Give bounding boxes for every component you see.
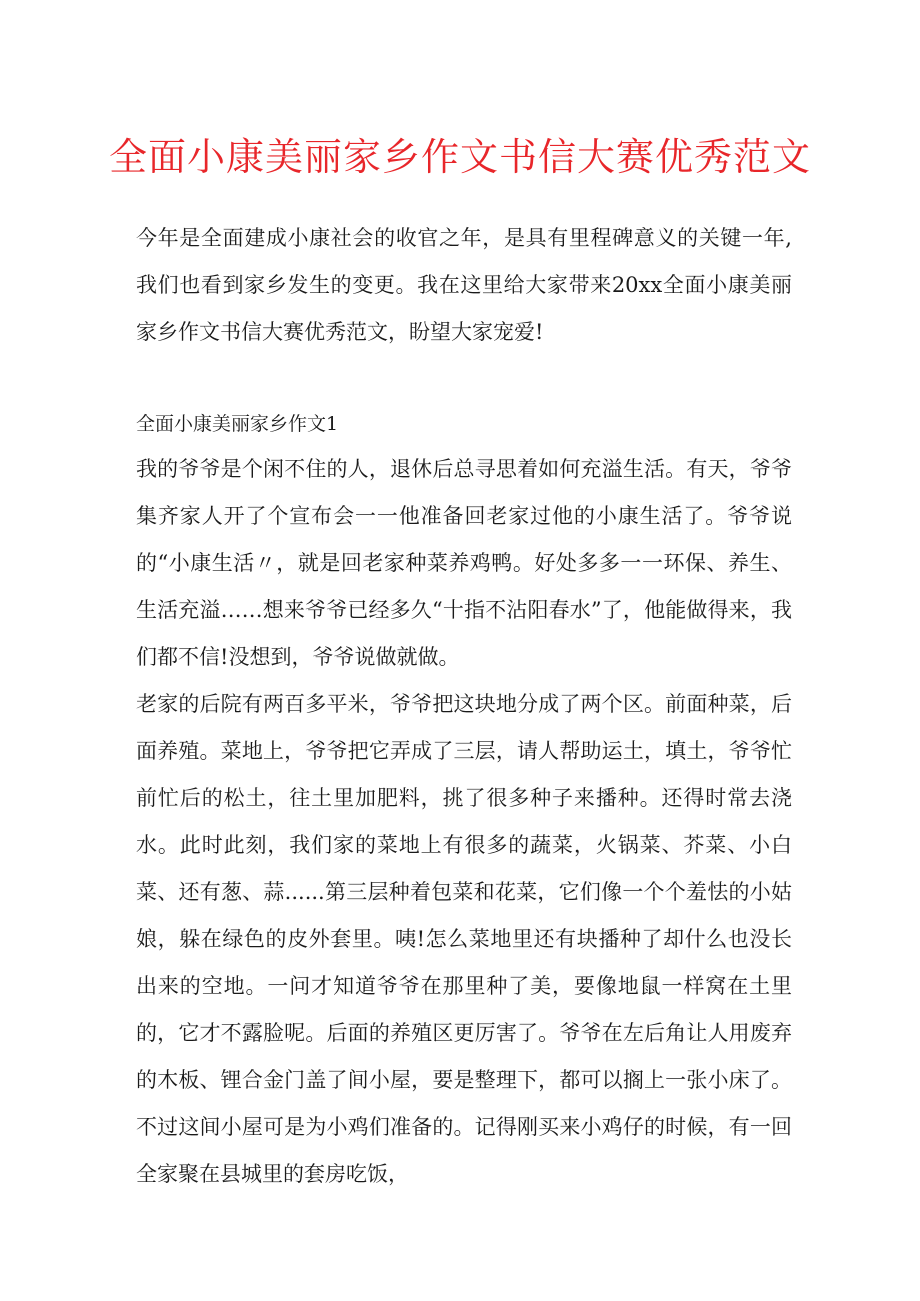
body-paragraph-1: 我的爷爷是个闲不住的人，退休后总寻思着如何充溢生活。有天，爷爷集齐家人开了个宣布会一一他准备回老家过他的小康生活了。爷爷说的“小康生活〃，就是回老家种菜养鸡鸭。好处多多一一环保、养生、生活充溢……想来爷爷已经多久“十指不沾阳春水”了，他能做得来，我们都不信!没想到，爷爷说做就做。: [136, 457, 792, 669]
body-paragraph-2: 老家的后院有两百多平米，爷爷把这块地分成了两个区。前面种菜，后面养殖。菜地上，爷爷把它弄成了三层，请人帮助运土，填土，爷爷忙前忙后的松土，往土里加肥料，挑了很多种子来播种。还得时常去浇水。此时此刻，我们家的菜地上有很多的蔬菜，火锅菜、芥菜、小白菜、还有葱、蒜......第三层种着包菜和花菜，它们像一个个羞怯的小姑娘，躲在绿色的皮外套里。咦!怎么菜地里还有块播种了却什么也没长出来的空地。一问才知道爷爷在那里种了美，要像地鼠一样窝在土里的，它才不露脸呢。后面的养殖区更厉害了。爷爷在左后角让人用废弃的木板、锂合金门盖了间小屋，要是整理下，都可以搁上一张小床了。不过这间小屋可是为小鸡们准备的。记得刚买来小鸡仔的时候，有一回全家聚在县城里的套房吃饭，: [136, 692, 792, 1186]
section-heading: 全面小康美丽家乡作文1: [136, 413, 339, 435]
document-title: 全面小康美丽家乡作文书信大赛优秀范文: [108, 135, 811, 179]
intro-paragraph: 今年是全面建成小康社会的收官之年，是具有里程碑意义的关键一年,我们也看到家乡发生的变更。我在这里给大家带来20xx全面小康美丽家乡作文书信大赛优秀范文，盼望大家宠爱!: [136, 226, 792, 344]
